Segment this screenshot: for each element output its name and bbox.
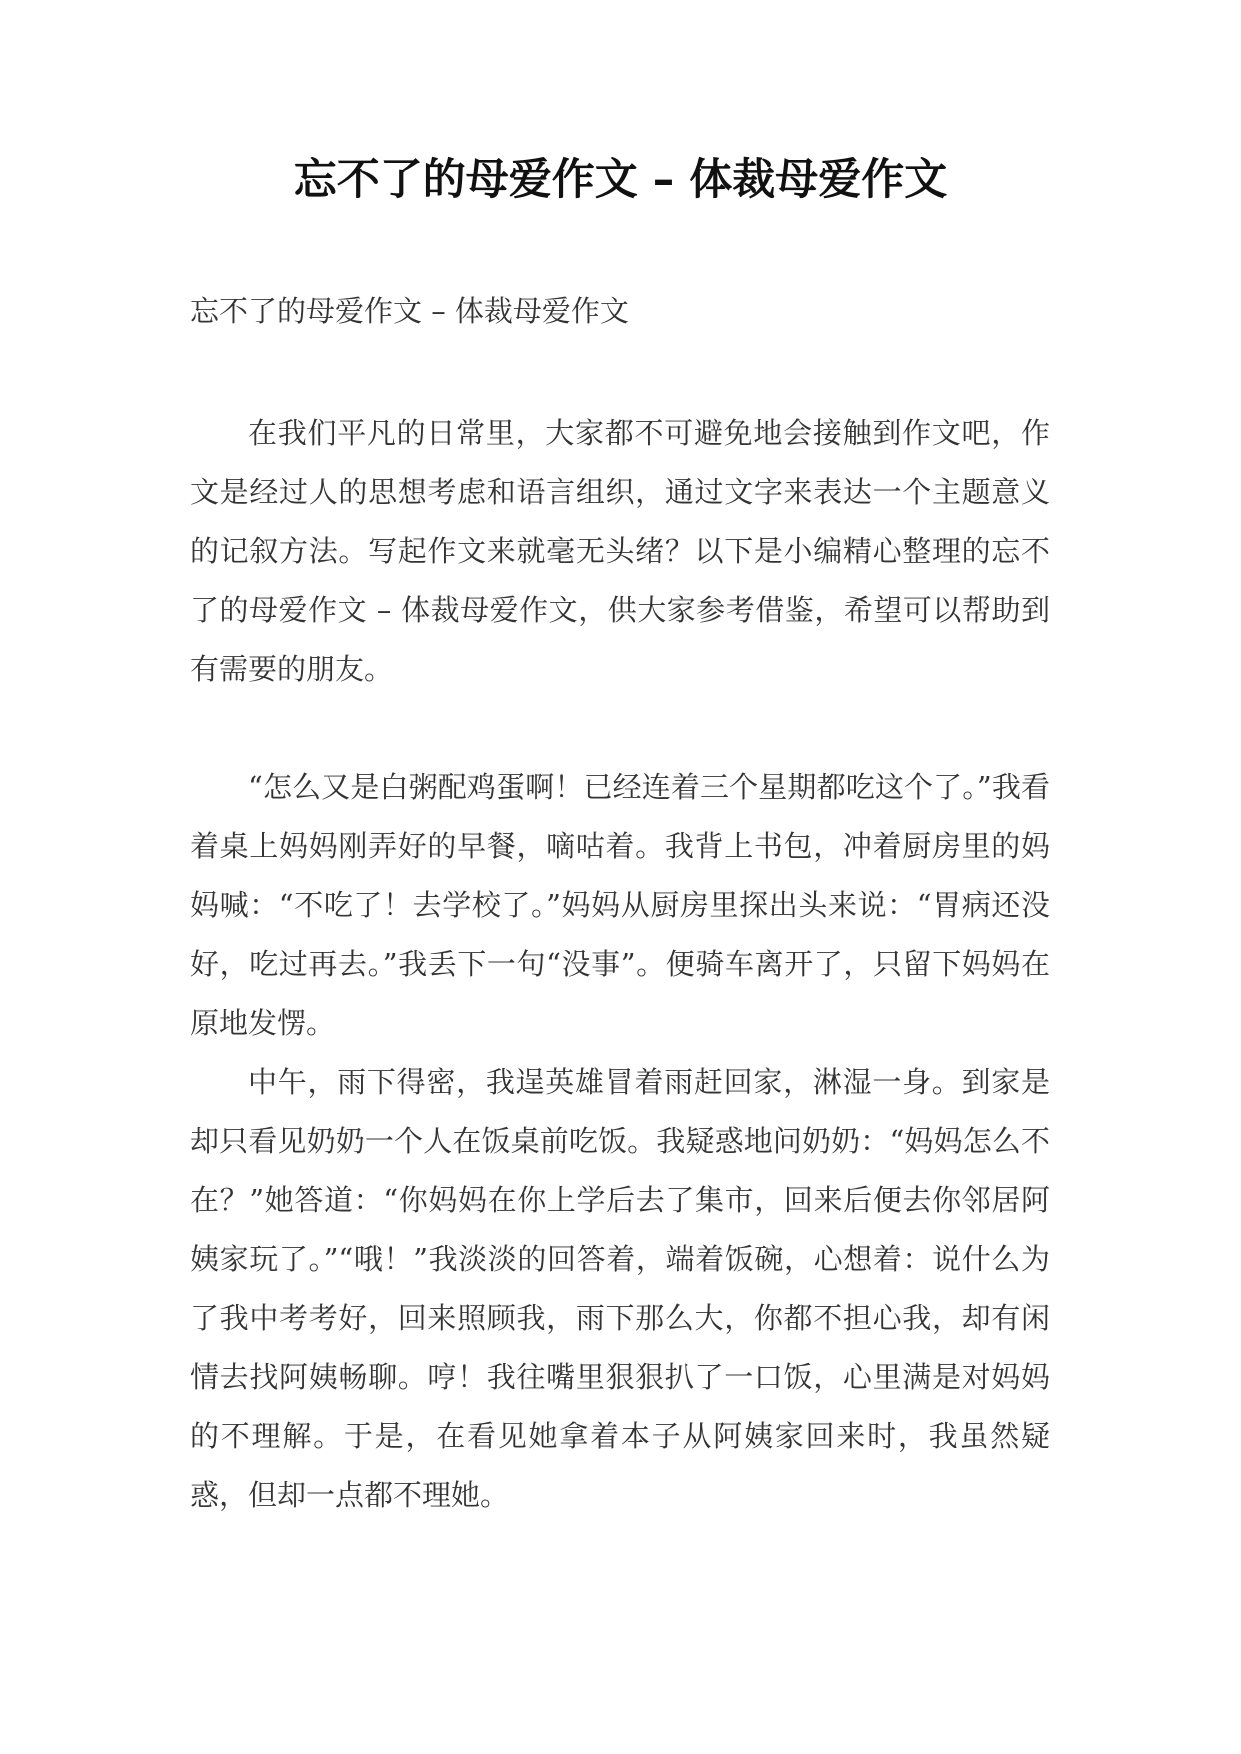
story-paragraph-noon: 中午，雨下得密，我逞英雄冒着雨赶回家，淋湿一身。到家是却只看见奶奶一个人在饭桌前吃饭。我疑惑地问奶奶：“妈妈怎么不在？”她答道：“你妈妈在你上学后去了集市，回来后便去你邻居阿姨家玩了。”“哦！”我淡淡的回答着，端着饭碗，心想着：说什么为了我中考考好，回来照顾我，雨下那么大，你都不担心我，却有闲情去找阿姨畅聊。哼！我往嘴里狠狠扒了一口饭，心里满是对妈妈的不理解。于是，在看见她拿着本子从阿姨家回来时，我虽然疑惑，但却一点都不理她。: [190, 1065, 1050, 1512]
document-body: [190, 404, 1050, 1525]
story-paragraph-morning: “怎么又是白粥配鸡蛋啊！已经连着三个星期都吃这个了。”我看着桌上妈妈刚弄好的早餐，嘀咕着。我背上书包，冲着厨房里的妈妈喊：“不吃了！去学校了。”妈妈从厨房里探出头来说：“胃病还没好，吃过再去。”我丢下一句“没事”。便骑车离开了，只留下妈妈在原地发愣。: [190, 770, 1050, 1040]
document-subtitle: 忘不了的母爱作文 – 体裁母爱作文: [190, 294, 629, 328]
document-title: 忘不了的母爱作文 – 体裁母爱作文: [293, 155, 948, 205]
intro-paragraph: 在我们平凡的日常里，大家都不可避免地会接触到作文吧，作文是经过人的思想考虑和语言组织，通过文字来表达一个主题意义的记叙方法。写起作文来就毫无头绪？以下是小编精心整理的忘不了的母爱作文 – 体裁母爱作文，供大家参考借鉴，希望可以帮助到有需要的朋友。: [190, 416, 1050, 686]
